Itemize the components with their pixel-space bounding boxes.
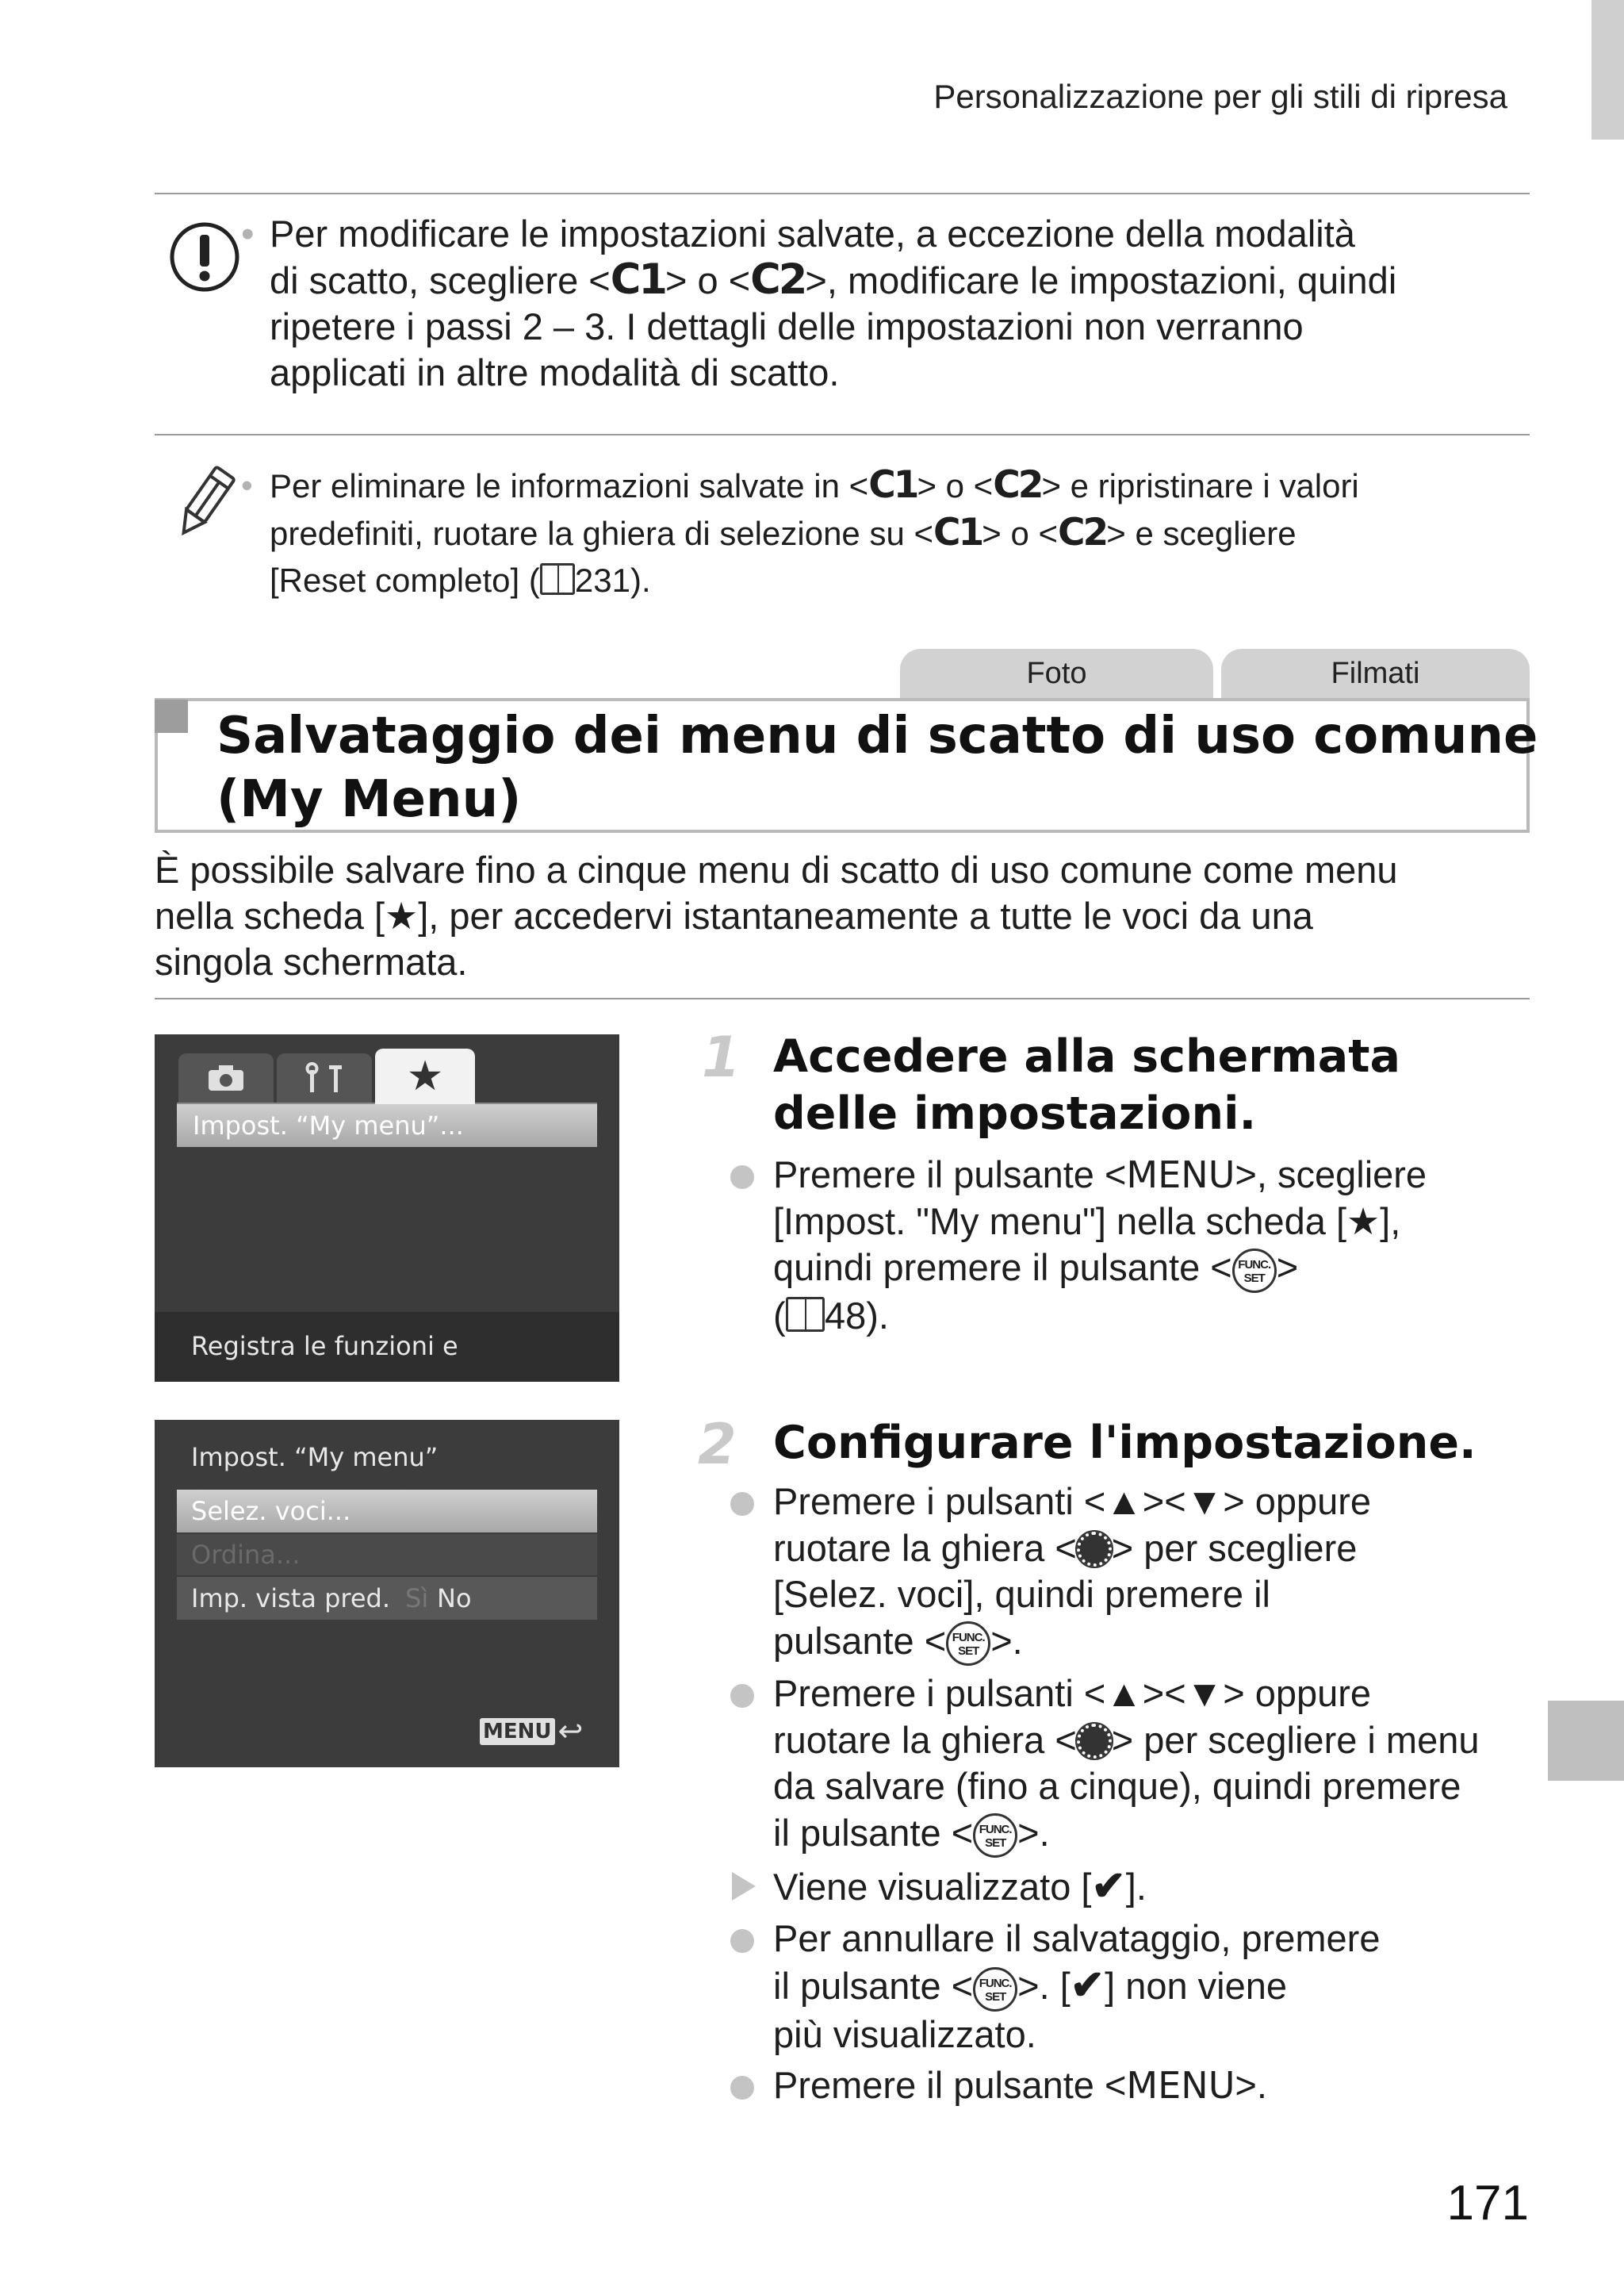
corner-marker	[155, 700, 188, 733]
c1-mode-icon: C1	[868, 463, 917, 507]
settings-tab-icon	[277, 1053, 372, 1103]
caution-line: Per modificare le impostazioni salvate, a eccezione della modalità	[270, 213, 1355, 255]
checkmark-icon: ✔	[1070, 1962, 1105, 2008]
divider	[155, 998, 1530, 999]
c2-mode-icon: C2	[750, 255, 806, 304]
instruction-item: Per annullare il salvataggio, premere il pulsante < FUNC. SET >. [✔] non viene più visualizzato.	[773, 1916, 1566, 2058]
instruction-item: Viene visualizzato [✔].	[773, 1862, 1566, 1911]
camera-screen-1	[155, 1034, 619, 1382]
func-set-button-icon: FUNC. SET	[946, 1621, 990, 1666]
memo-line: [Reset completo] ( 231).	[270, 562, 651, 599]
star-icon: ★	[385, 895, 419, 937]
screen-header: Impost. “My menu”	[191, 1442, 439, 1472]
func-set-button-icon: FUNC. SET	[1232, 1249, 1277, 1293]
section-intro: È possibile salvare fino a cinque menu di scatto di uso comune come menu nella scheda [★], per accedervi istantaneamente a tutte le voci da una singola schermata.	[155, 849, 1398, 983]
menu-item-vista-pred: Imp. vista pred. Sì No	[177, 1577, 597, 1620]
bullet-icon: •	[241, 213, 255, 255]
step1-instructions	[773, 1152, 1566, 1344]
step-title: Configurare l'impostazione.	[773, 1417, 1477, 1469]
control-dial-icon	[1077, 1724, 1112, 1759]
memo-note	[241, 462, 1538, 604]
instruction-item: Premere il pulsante <MENU>.	[773, 2062, 1566, 2109]
screen-footer-text: Registra le funzioni e	[191, 1331, 458, 1361]
caution-line: di scatto, scegliere <C1> o <C2>, modificare le impostazioni, quindi	[270, 255, 1397, 304]
menu-back-icon: MENU ↩	[480, 1713, 583, 1749]
page-number: 171	[1446, 2176, 1529, 2231]
book-icon	[540, 563, 575, 595]
menu-item-selez-voci: Selez. voci...	[177, 1490, 597, 1532]
divider	[155, 193, 1530, 194]
pencil-icon	[171, 462, 238, 548]
bullet-icon	[730, 2076, 754, 2100]
bullet-icon	[730, 1165, 754, 1189]
edge-tab	[1591, 0, 1624, 140]
c1-mode-icon: C1	[933, 511, 982, 554]
instruction-item: Premere i pulsanti <▲><▼> oppure ruotare la ghiera < > per scegliere i menu da salvare (fino a cinque), quindi premere il pulsante < FUNC. SET >.	[773, 1671, 1566, 1858]
star-icon: ★	[406, 1053, 444, 1099]
caution-note	[241, 211, 1538, 396]
c1-mode-icon: C1	[610, 255, 665, 304]
bullet-icon: •	[241, 466, 253, 504]
book-icon	[786, 1297, 825, 1333]
camera-tab-icon	[178, 1053, 274, 1103]
step-number: 2	[698, 1412, 737, 1477]
memo-line: Per eliminare le informazioni salvate in <C1> o <C2> e ripristinare i valori	[270, 463, 1359, 507]
checkmark-icon: ✔	[1091, 1862, 1126, 1909]
option-si: Sì	[405, 1583, 429, 1613]
section-title: Salvataggio dei menu di scatto di uso comune (My Menu)	[216, 707, 1538, 829]
control-dial-icon	[1077, 1532, 1112, 1567]
func-set-button-icon: FUNC. SET	[973, 1813, 1017, 1858]
caution-line: ripetere i passi 2 – 3. I dettagli delle impostazioni non verranno	[270, 305, 1304, 347]
menu-item-my-menu: Impost. “My menu”...	[177, 1104, 597, 1147]
bullet-icon	[730, 1684, 754, 1708]
step2-instructions	[773, 1479, 1566, 2114]
c2-mode-icon: C2	[993, 463, 1042, 507]
option-no: No	[437, 1583, 472, 1613]
tab-foto: Foto	[900, 649, 1213, 698]
divider	[155, 434, 1530, 435]
result-arrow-icon	[732, 1872, 756, 1901]
caution-line: applicati in altre modalità di scatto.	[270, 351, 840, 393]
step-title: Accedere alla schermata delle impostazioni.	[773, 1030, 1400, 1140]
running-header: Personalizzazione per gli stili di ripresa	[933, 78, 1507, 115]
instruction-item: Premere il pulsante <MENU>, scegliere [Impost. "My menu"] nella scheda [★], quindi premere il pulsante < FUNC. SET > ( 48).	[773, 1152, 1566, 1339]
menu-item-ordina: Ordina...	[177, 1534, 597, 1575]
caution-icon	[168, 221, 241, 297]
menu-button-icon: MENU	[1126, 1153, 1235, 1196]
c2-mode-icon: C2	[1058, 511, 1107, 554]
step-number: 1	[702, 1025, 741, 1090]
memo-line: predefiniti, ruotare la ghiera di selezione su <C1> o <C2> e scegliere	[270, 511, 1297, 554]
menu-button-icon: MENU	[1126, 2064, 1235, 2108]
my-menu-tab	[375, 1049, 475, 1104]
star-icon: ★	[1346, 1199, 1381, 1242]
instruction-item: Premere i pulsanti <▲><▼> oppure ruotare la ghiera < > per scegliere [Selez. voci], quindi premere il pulsante < FUNC. SET >.	[773, 1479, 1566, 1666]
camera-screen-2	[155, 1420, 619, 1767]
bullet-icon	[730, 1929, 754, 1953]
bullet-icon	[730, 1492, 754, 1516]
tab-filmati: Filmati	[1221, 649, 1530, 698]
func-set-button-icon: FUNC. SET	[973, 1967, 1017, 2012]
